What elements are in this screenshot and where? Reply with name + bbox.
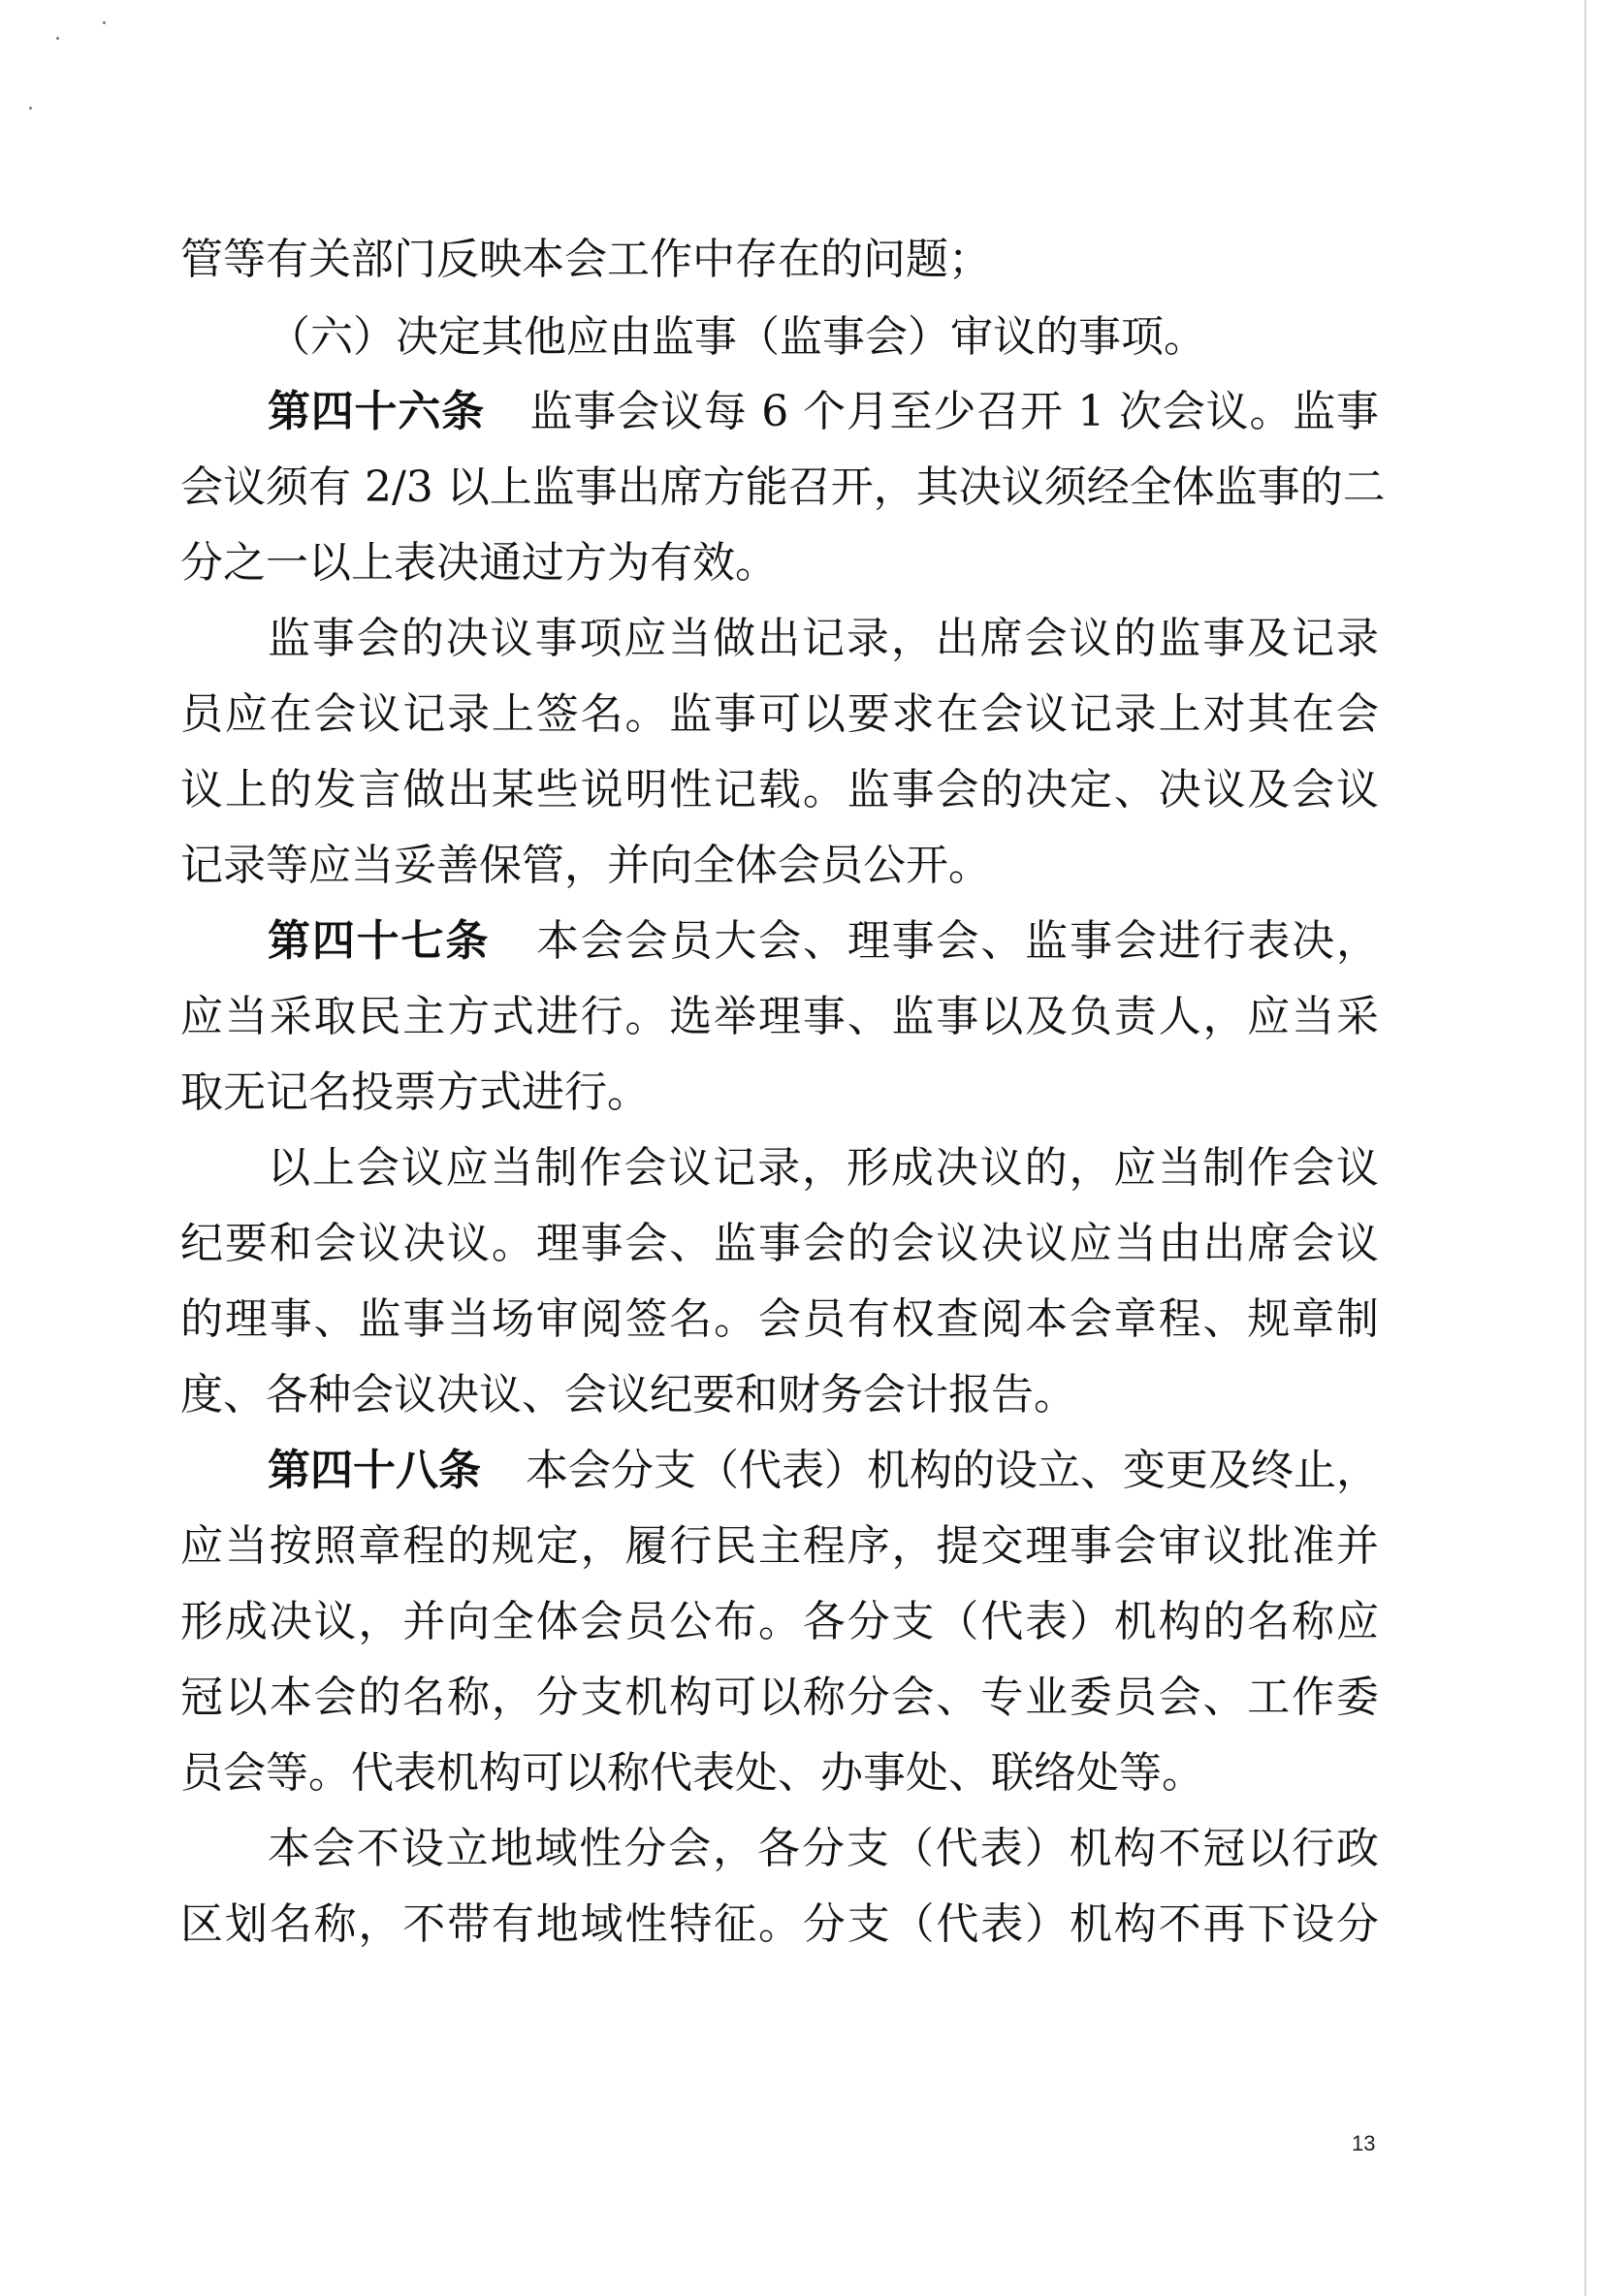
text-line: 度、各种会议决议、会议纪要和财务会计报告。 xyxy=(180,1370,1076,1419)
text-line: 冠以本会的名称，分支机构可以称分会、专业委员会、工作委 xyxy=(180,1673,1379,1722)
text-line xyxy=(268,1444,1379,1498)
article-text: 本会分支（代表）机构的设立、变更及终止， xyxy=(526,1446,1379,1495)
text-line: 应当按照章程的规定，履行民主程序，提交理事会审议批准并 xyxy=(180,1521,1379,1571)
text-line xyxy=(268,914,1379,969)
article-heading: 第四十八条 xyxy=(268,1446,481,1495)
text-line: （六）决定其他应由监事（监事会）审议的事项。 xyxy=(268,312,1206,362)
text-line: 管等有关部门反映本会工作中存在的问题； xyxy=(180,235,991,284)
article-text: 本会会员大会、理事会、监事会进行表决， xyxy=(534,916,1380,966)
scan-speck xyxy=(103,21,106,24)
text-line: 本会不设立地域性分会，各分支（代表）机构不冠以行政 xyxy=(268,1824,1379,1873)
text-line: 分之一以上表决通过方为有效。 xyxy=(180,538,778,588)
text-line: 纪要和会议决议。理事会、监事会的会议决议应当由出席会议 xyxy=(180,1219,1379,1268)
text-line: 会议须有 2/3 以上监事出席方能召开，其决议须经全体监事的二 xyxy=(180,462,1386,512)
text-line: 取无记名投票方式进行。 xyxy=(180,1068,650,1117)
scan-speck xyxy=(56,37,59,40)
article-heading: 第四十六条 xyxy=(268,387,485,436)
text-line: 形成决议，并向全体会员公布。各分支（代表）机构的名称应 xyxy=(180,1597,1379,1646)
article-text: 监事会议每 6 个月至少召开 1 次会议。监事 xyxy=(528,387,1379,436)
page-number: 13 xyxy=(1352,2131,1376,2155)
text-line: 的理事、监事当场审阅签名。会员有权查阅本会章程、规章制 xyxy=(180,1294,1379,1344)
text-line: 议上的发言做出某些说明性记载。监事会的决定、决议及会议 xyxy=(180,765,1379,814)
text-line: 员应在会议记录上签名。监事可以要求在会议记录上对其在会 xyxy=(180,689,1379,739)
text-line: 以上会议应当制作会议记录，形成决议的，应当制作会议 xyxy=(268,1143,1379,1193)
text-line: 员会等。代表机构可以称代表处、办事处、联络处等。 xyxy=(180,1748,1204,1798)
text-line: 区划名称，不带有地域性特征。分支（代表）机构不再下设分 xyxy=(180,1899,1379,1949)
text-line xyxy=(268,385,1379,439)
text-line: 记录等应当妥善保管，并向全体会员公开。 xyxy=(180,841,991,890)
scan-speck xyxy=(29,107,32,110)
text-line: 应当采取民主方式进行。选举理事、监事以及负责人，应当采 xyxy=(180,992,1379,1041)
article-heading: 第四十七条 xyxy=(268,916,491,966)
text-line: 监事会的决议事项应当做出记录，出席会议的监事及记录 xyxy=(268,614,1379,663)
scan-edge-line xyxy=(1584,0,1586,2296)
